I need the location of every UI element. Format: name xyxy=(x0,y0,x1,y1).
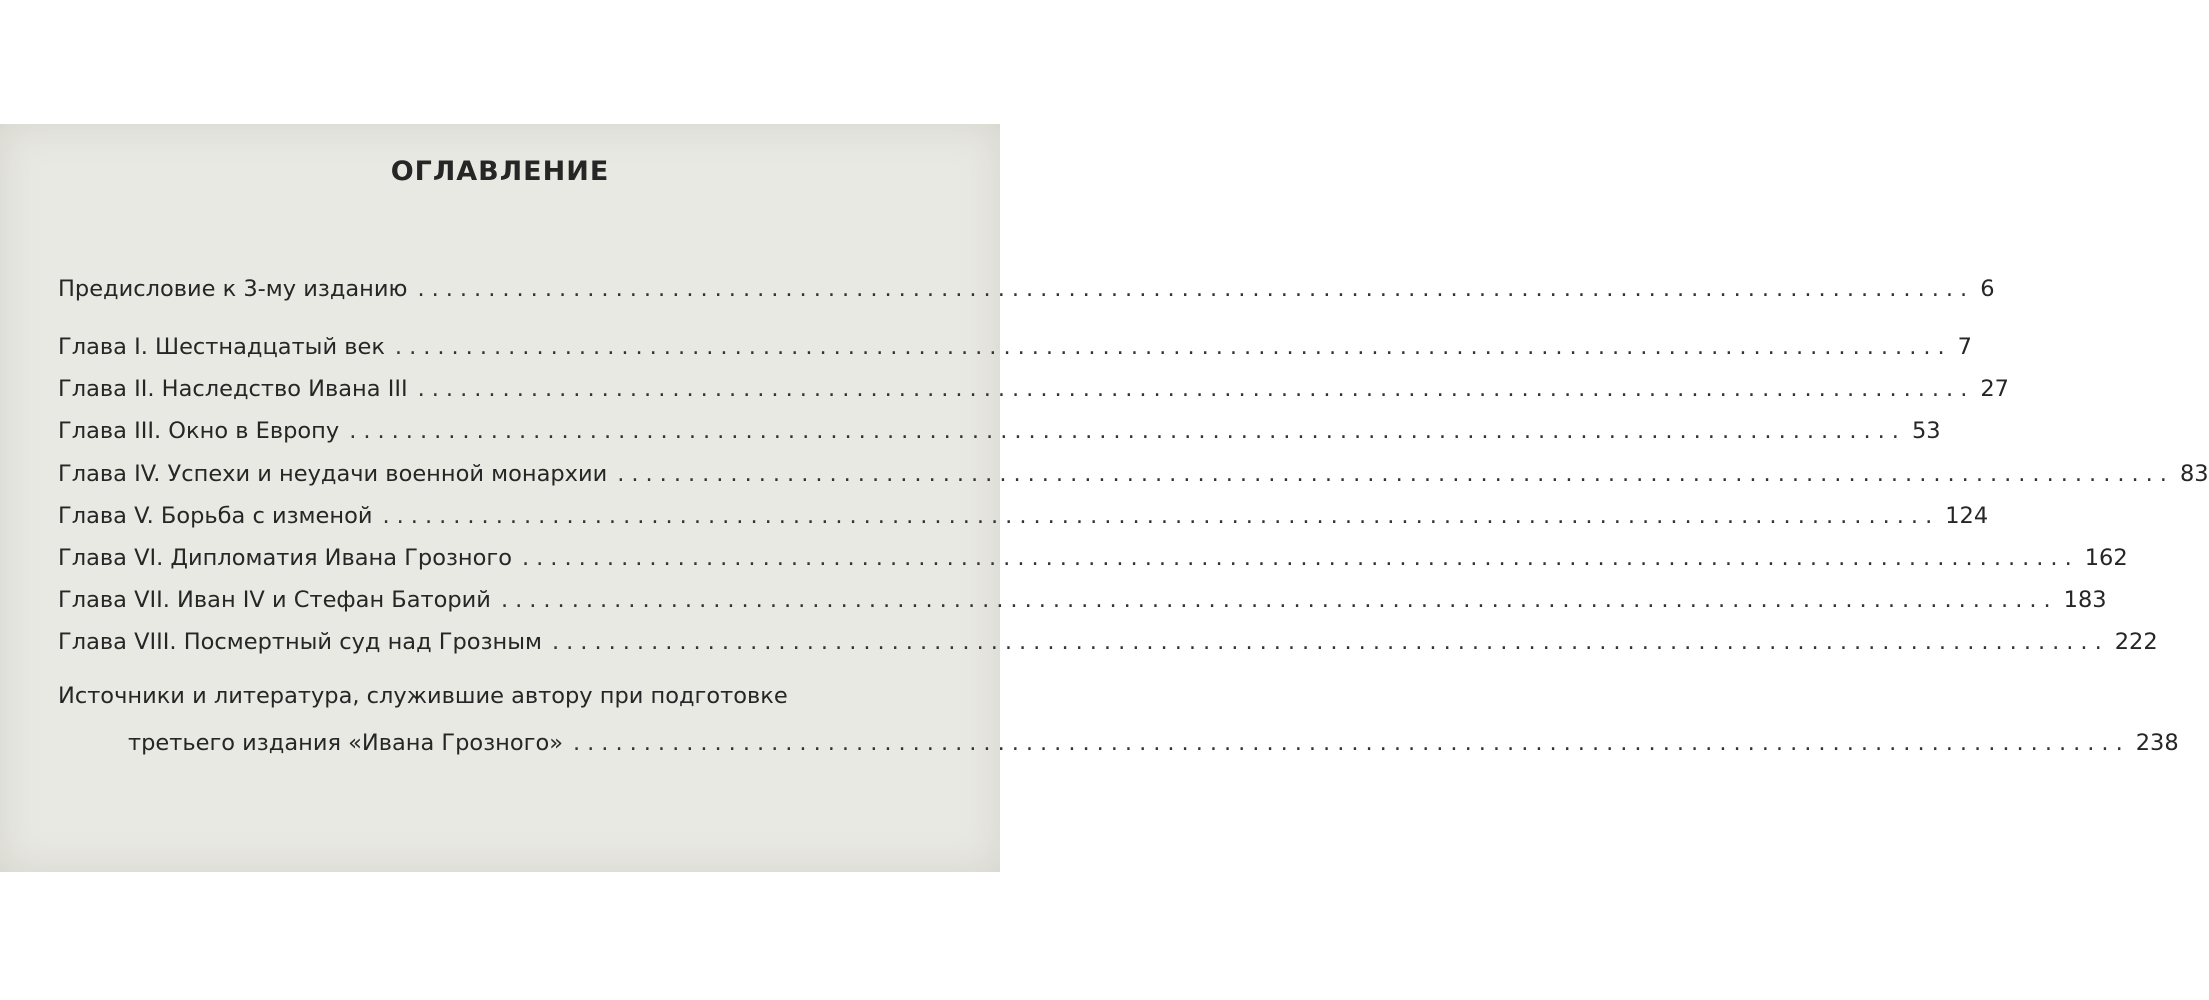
dot-leader: .............................................................................................................. xyxy=(417,276,1975,302)
toc-entry-page: 6 xyxy=(1980,276,1995,302)
toc-entry xyxy=(58,376,2009,412)
toc-entry xyxy=(58,461,2209,497)
toc-entry-page: 27 xyxy=(1980,376,2009,402)
toc-entry-page: 53 xyxy=(1911,418,1941,444)
toc-entry-page: 162 xyxy=(2084,545,2128,571)
dot-leader: .............................................................................................................. xyxy=(522,545,2079,571)
dot-leader: .............................................................................................................. xyxy=(394,334,1952,360)
toc-sources-page: 238 xyxy=(2135,730,2179,756)
dot-leader: .............................................................................................................. xyxy=(500,587,2058,613)
toc-entry xyxy=(58,587,2107,623)
toc-sources-entry xyxy=(128,730,2179,766)
toc-entry-title: Предисловие к 3-му изданию xyxy=(58,276,408,302)
dot-leader: .............................................................................................................. xyxy=(417,376,1975,402)
dot-leader: .............................................................................................................. xyxy=(552,629,2109,655)
toc-sources-title-line2: третьего издания «Ивана Грозного» xyxy=(128,730,563,756)
toc-sources-title-line1: Источники и литература, служившие автору при подготовке xyxy=(58,683,788,709)
toc-entry xyxy=(58,545,2128,581)
toc-entry xyxy=(58,503,1989,539)
toc-entry-page: 124 xyxy=(1945,503,1989,529)
toc-entry-title: Глава IV. Успехи и неудачи военной монархии xyxy=(58,461,608,487)
dot-leader: .............................................................................................................. xyxy=(382,503,1940,529)
toc-entry-title: Глава V. Борьба с изменой xyxy=(58,503,373,529)
toc-entry xyxy=(58,629,2158,665)
dot-leader: .............................................................................................................. xyxy=(617,461,2174,487)
toc-entry-page: 7 xyxy=(1957,334,1972,360)
toc-entry-title: Глава VIII. Посмертный суд над Грозным xyxy=(58,629,542,655)
toc-entry xyxy=(58,276,1995,312)
dot-leader: .............................................................................................................. xyxy=(573,730,2130,756)
toc-entry-page: 222 xyxy=(2114,629,2158,655)
toc-heading: ОГЛАВЛЕНИЕ xyxy=(390,156,610,187)
toc-entry xyxy=(58,418,1941,454)
toc-entry-page: 183 xyxy=(2063,587,2107,613)
toc-entry-title: Глава III. Окно в Европу xyxy=(58,418,340,444)
toc-entry-title: Глава I. Шестнадцатый век xyxy=(58,334,385,360)
toc-entry-title: Глава II. Наследство Ивана III xyxy=(58,376,408,402)
toc-entry xyxy=(58,334,1972,370)
toc-entry-title: Глава VI. Дипломатия Ивана Грозного xyxy=(58,545,512,571)
dot-leader: .............................................................................................................. xyxy=(349,418,1906,444)
toc-entry-page: 83 xyxy=(2179,461,2209,487)
toc-entry-title: Глава VII. Иван IV и Стефан Баторий xyxy=(58,587,491,613)
